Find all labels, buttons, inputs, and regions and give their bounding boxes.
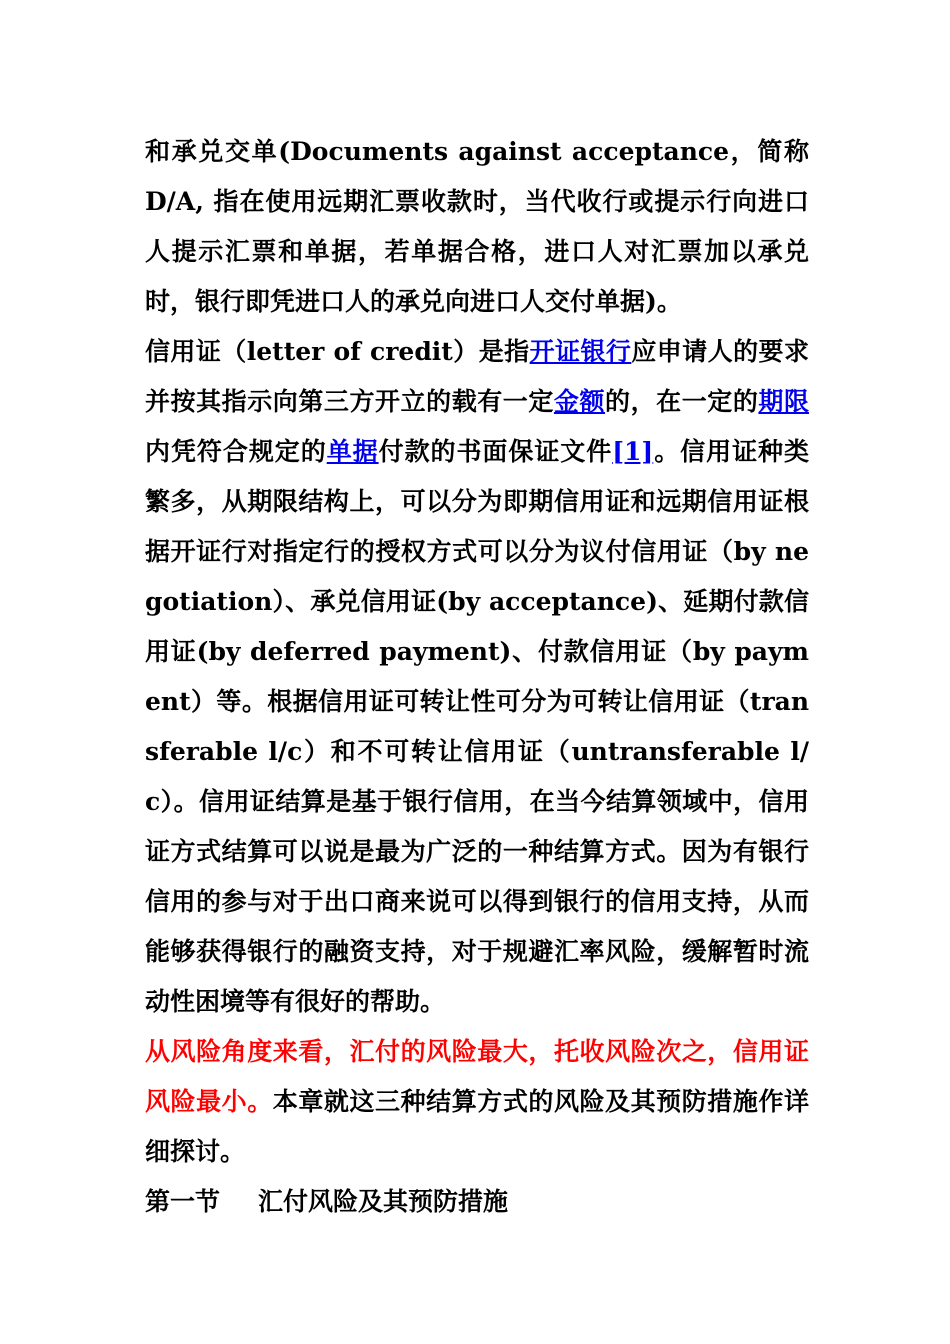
paragraph-documents-against-acceptance — [145, 127, 809, 327]
paragraph-letter-of-credit — [145, 327, 809, 1027]
link-issuing-bank[interactable]: 开证银行 — [529, 337, 632, 366]
link-amount[interactable]: 金额 — [553, 387, 606, 416]
risk-emphasis-text: 从风险角度来看，汇付的风险最大，托收风险次之，信用证风险最小。 — [145, 1037, 809, 1116]
paragraph-text: 的，在一定的 — [605, 387, 759, 416]
document-body — [145, 127, 809, 1227]
footnote-reference-link[interactable]: [1] — [612, 437, 654, 466]
paragraph-text: 。信用证种类繁多，从期限结构上，可以分为即期信用证和远期信用证根据开证行对指定行的授权方式可以分为议付信用证（by negotiation）、承兑信用证(by acceptance)、延期付款信用证(by deferred payment)、付款信用证（by payment）等。根据信用证可转让性可分为可转让信用证（transferable l/c）和不可转让信用证（untransferable l/c）。信用证结算是基于银行信用，在当今结算领域中，信用证方式结算可以说是最为广泛的一种结算方式。因为有银行信用的参与对于出口商来说可以得到银行的信用支持，从而能够获得银行的融资支持，对于规避汇率风险，缓解暂时流动性困境等有很好的帮助。 — [145, 437, 809, 1016]
section-heading — [145, 1177, 809, 1227]
link-documents[interactable]: 单据 — [326, 437, 379, 466]
paragraph-text: 内凭符合规定的 — [145, 437, 327, 466]
paragraph-risk-comparison — [145, 1027, 809, 1177]
paragraph-text: 和承兑交单(Documents against acceptance，简称 D/A, 指在使用远期汇票收款时，当代收行或提示行向进口人提示汇票和单据，若单据合格，进口人对汇票加以承兑时，银行即凭进口人的承兑向进口人交付单据)。 — [145, 137, 809, 316]
section-number: 第一节 — [145, 1187, 221, 1216]
paragraph-text: 付款的书面保证文件 — [378, 437, 613, 466]
link-period[interactable]: 期限 — [758, 387, 809, 416]
paragraph-text: 信用证（letter of credit）是指 — [145, 337, 530, 366]
paragraph-text: 应申请人的要求并按其指示向第三方开立的载有一定 — [145, 337, 809, 416]
paragraph-text: 本章就这三种结算方式的风险及其预防措施作详细探讨。 — [145, 1087, 809, 1166]
section-title: 汇付风险及其预防措施 — [258, 1187, 509, 1216]
